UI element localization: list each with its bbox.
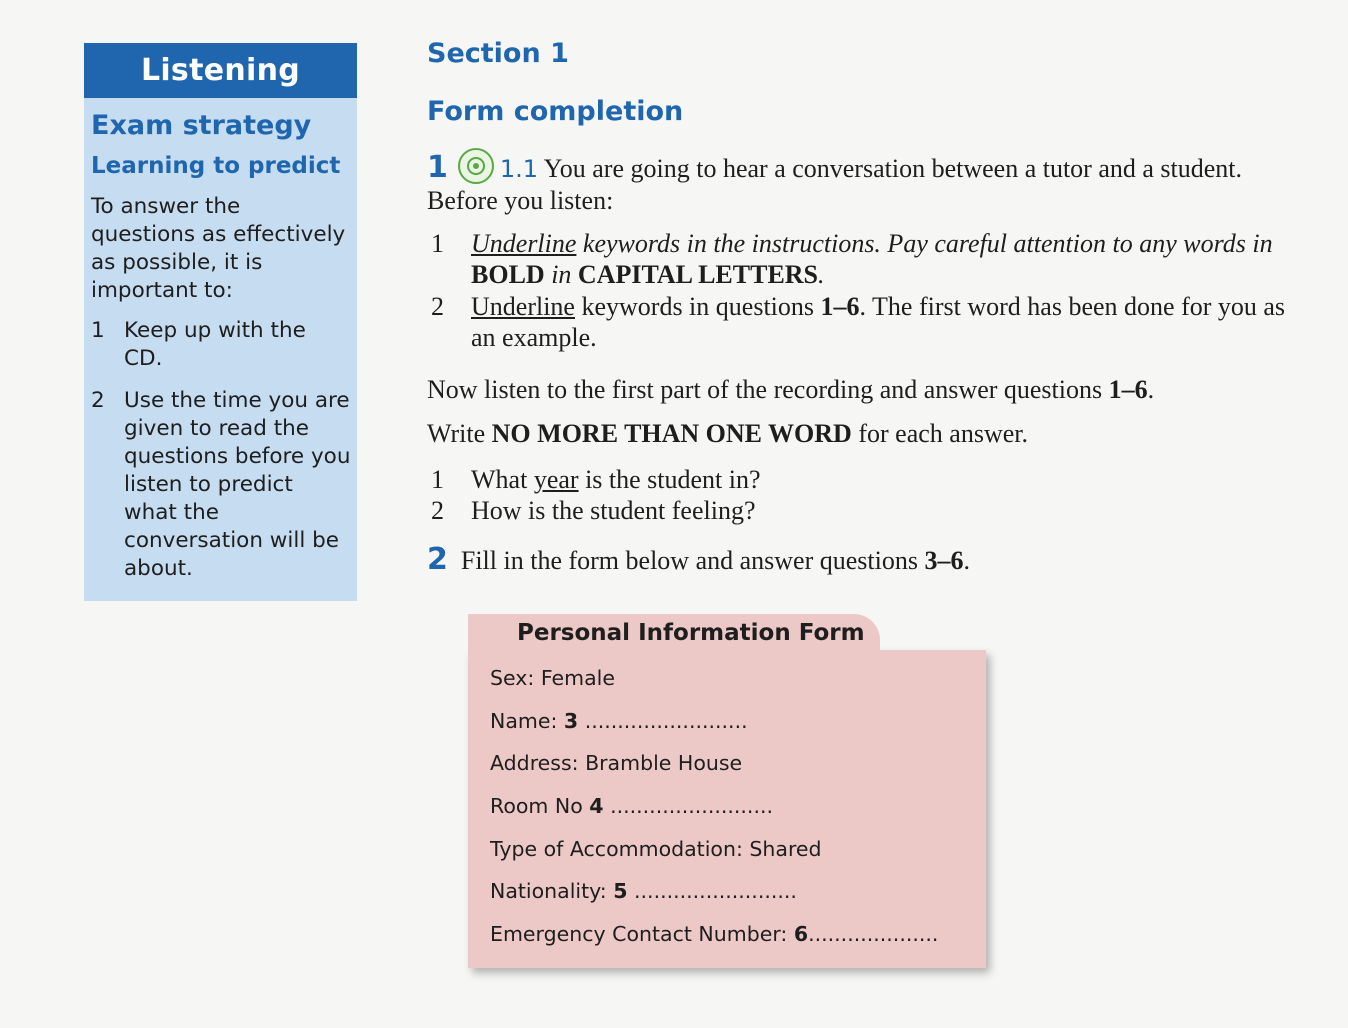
question-text-part: is the student in? [578,465,761,494]
personal-information-form [468,650,986,968]
answer-number: 4 [589,794,604,818]
form-row-emergency-contact [490,922,938,946]
answer-blank[interactable]: ......................... [578,709,748,733]
bold-range: 1–6 [1108,375,1148,404]
form-label: Type of Accommodation: Shared [490,837,822,861]
question-item [427,495,1307,526]
step-text [471,291,1307,353]
form-label: Emergency Contact Number: [490,922,794,946]
sidebar-header: Listening [84,43,357,98]
exercise-2-number: 2 [427,542,448,577]
step-number: 2 [431,292,444,321]
underlined-word: Underline [471,229,577,258]
question-text-part: What [471,465,534,494]
exam-strategy-title: Exam strategy [91,110,312,141]
strategy-item-text: Use the time you are given to read the questions before you listen to predict what the conversation will be about. [124,388,351,581]
strategy-item [91,387,351,583]
strategy-item-number: 2 [91,388,105,413]
step-text-part: in [544,260,578,289]
bold-word: CAPITAL LETTERS [577,260,819,289]
form-row-nationality [490,879,797,903]
bold-range: 3–6 [924,546,964,575]
exercise-2-text: Fill in the form below and answer questions [460,546,925,575]
strategy-item [91,317,351,373]
exercise-2-text: . [963,546,970,575]
instruction-text: Write [427,419,492,448]
form-label: Nationality: [490,879,614,903]
section-title: Section 1 [427,38,569,69]
question-number: 1 [431,465,444,494]
form-row-sex [490,666,615,690]
audio-track-number: 1.1 [499,155,539,183]
answer-blank[interactable]: ......................... [627,879,797,903]
underlined-word: year [533,465,579,494]
exam-strategy-box [84,98,357,601]
instruction-step [427,291,1307,353]
cd-audio-icon[interactable] [458,148,494,184]
form-title: Personal Information Form [468,614,880,658]
strategy-list [91,317,351,583]
step-text-part: keywords in the instructions. Pay careful attention to any words in [576,229,1273,258]
listening-instruction [427,374,1307,405]
form-row-accommodation [490,837,822,861]
question-item [427,464,1307,495]
form-label: Sex: Female [490,666,615,690]
bold-word-limit: NO MORE THAN ONE WORD [491,419,852,448]
question-text [471,464,1307,495]
step-number: 1 [431,229,444,258]
exam-strategy-subtitle: Learning to predict [91,153,341,179]
question-text: How is the student feeling? [471,496,756,525]
instruction-text: Now listen to the first part of the recording and answer questions [427,375,1109,404]
form-label: Name: [490,709,564,733]
exercise-1-number: 1 [427,150,448,185]
form-row-room [490,794,773,818]
exam-strategy-intro: To answer the questions as effectively as possible, it is important to: [91,194,346,303]
form-label: Address: Bramble House [490,751,743,775]
instruction-text: for each answer. [851,419,1028,448]
answer-number: 5 [613,879,628,903]
instruction-text: . [1147,375,1155,404]
instruction-step [427,228,1307,290]
strategy-item-text: Keep up with the CD. [124,318,306,371]
exercise-2-intro [427,544,1307,576]
answer-blank[interactable]: .................... [808,922,939,946]
answer-number: 3 [563,709,579,733]
task-heading: Form completion [427,96,684,127]
step-text [471,228,1307,290]
strategy-item-number: 1 [91,318,105,343]
answer-number: 6 [793,922,809,946]
form-row-address [490,751,742,775]
step-text-part: keywords in questions [574,292,821,321]
bold-word: BOLD [471,260,545,289]
step-text-part: . The first word has been done for you as an example. [471,292,1286,352]
answer-blank[interactable]: ......................... [603,794,773,818]
question-number: 2 [431,496,444,525]
exercise-1-text: You are going to hear a conversation between a tutor and a student. Before you listen: [427,154,1243,215]
form-label: Room No [490,794,590,818]
step-text-part: . [818,260,825,289]
underlined-word: Underline [471,292,575,321]
form-row-name [490,709,748,733]
exercise-1-intro [427,148,1307,216]
bold-word: 1–6 [820,292,860,321]
word-limit-instruction [427,418,1307,449]
